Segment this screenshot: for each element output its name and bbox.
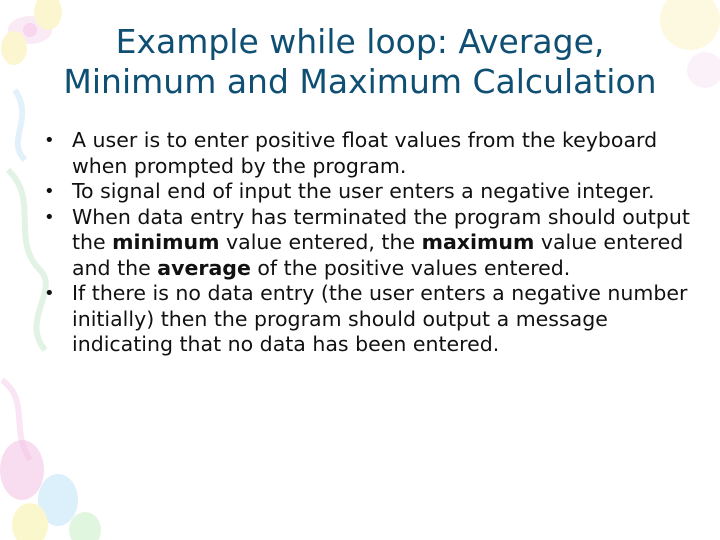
bullet-text-part: value entered and the xyxy=(72,230,684,280)
bullet-list xyxy=(44,128,704,358)
emphasis-minimum: minimum xyxy=(112,230,220,254)
bullet-item xyxy=(44,128,704,179)
bullet-text-part: When data entry has terminated the program should output the xyxy=(72,204,690,254)
balloon-decoration-icon xyxy=(0,440,101,540)
bullet-item xyxy=(44,205,704,282)
emphasis-maximum: maximum xyxy=(421,230,535,254)
bullet-text-part: value entered, the xyxy=(219,230,422,254)
bullet-text: To signal end of input the user enters a negative integer. xyxy=(72,179,655,203)
bullet-item xyxy=(44,281,704,358)
bullet-text: A user is to enter positive float values from the keyboard when prompted by the program. xyxy=(72,128,658,178)
swirl-decoration-icon xyxy=(2,90,46,460)
bullet-item xyxy=(44,179,704,205)
title-line-1: Example while loop: Average, xyxy=(115,22,605,61)
title-line-2: Minimum and Maximum Calculation xyxy=(63,62,657,101)
emphasis-average: average xyxy=(157,255,251,280)
slide-title xyxy=(0,22,720,102)
bullet-text-part: of the positive values entered. xyxy=(250,255,571,280)
bullet-text: If there is no data entry (the user enters a negative number initially) then the program should output a message indicating that no data has been entered. xyxy=(72,281,688,356)
